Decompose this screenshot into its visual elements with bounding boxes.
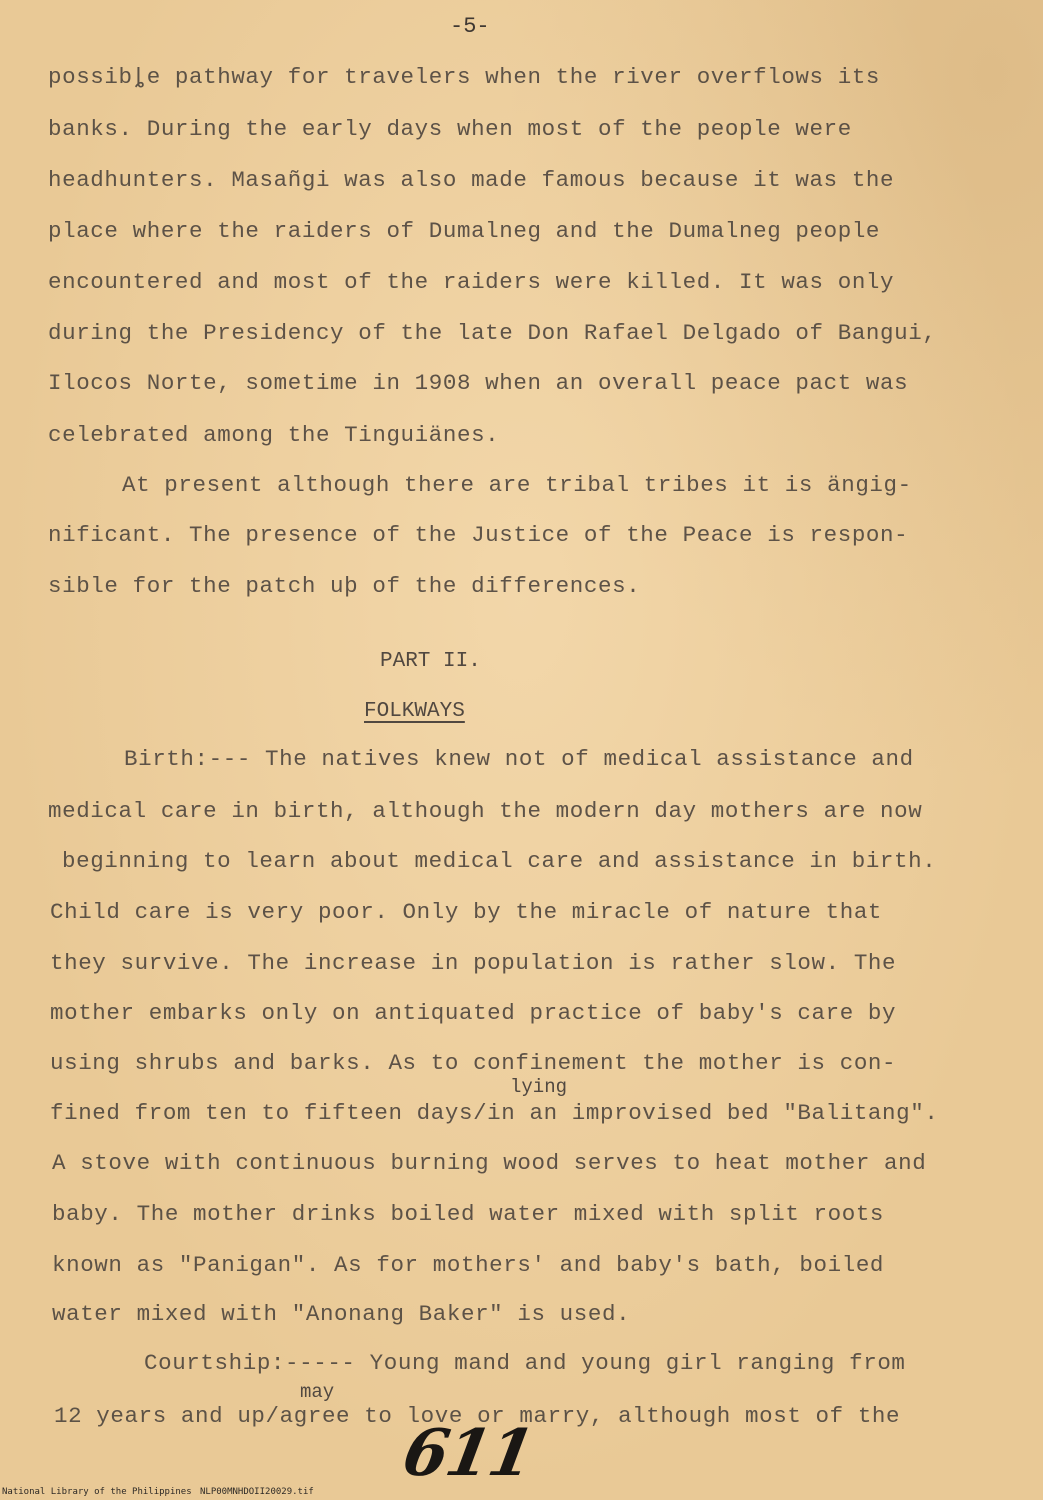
handwritten-page-number: 611 (397, 1416, 539, 1491)
body-line: Ilocos Norte, sometime in 1908 when an overall peace pact was (48, 370, 909, 396)
body-line: A stove with continuous burning wood serves to heat mother and (52, 1150, 927, 1176)
handwritten-insert: lying (510, 1076, 568, 1098)
body-line: place where the raiders of Dumalneg and the Dumalneg people (48, 218, 881, 244)
body-line: water mixed with "Anonang Baker" is used. (52, 1301, 631, 1327)
body-line: sible for the patch uþ of the differences. (48, 573, 641, 599)
part-heading: PART II. (380, 650, 481, 673)
body-line: known as "Panigan". As for mothers' and baby's bath, boiled (52, 1252, 885, 1278)
footer-library: National Library of the Philippines (2, 1487, 192, 1497)
body-line: possibȴe pathway for travelers when the river overflows its (48, 64, 881, 90)
body-line: using shrubs and barks. As to confinement the mother is con- (50, 1050, 897, 1076)
body-line: 12 years and up/agree to love or marry, although most of the (54, 1403, 901, 1429)
page-number: -5- (450, 14, 490, 39)
body-line: Courtship:----- Young mand and young girl ranging from (144, 1350, 906, 1376)
body-line: during the Presidency of the late Don Rafael Delgado of Bangui, (48, 320, 937, 346)
body-line: banks. During the early days when most of the people were (48, 116, 852, 142)
body-line: beginning to learn about medical care and assistance in birth. (62, 848, 937, 874)
body-line: encountered and most of the raiders were killed. It was only (48, 269, 895, 295)
body-line: fined from ten to fifteen days/in an improvised bed "Balitang". (50, 1100, 939, 1126)
body-line: Child care is very poor. Only by the miracle of nature that (50, 899, 883, 925)
section-heading: FOLKWAYS (364, 700, 465, 723)
footer-filename: NLP00MNHDOII20029.tif (200, 1487, 314, 1497)
handwritten-insert: may (300, 1381, 335, 1403)
body-line: Birth:--- The natives knew not of medical assistance and (124, 746, 914, 772)
body-line: baby. The mother drinks boiled water mixed with split roots (52, 1201, 885, 1227)
body-line: celebrated among the Tinguiänes. (48, 422, 500, 448)
body-line: At present although there are tribal tribes it is ängig- (122, 472, 912, 498)
body-line: they survive. The increase in population is rather slow. The (50, 950, 897, 976)
body-line: headhunters. Masañgi was also made famous because it was the (48, 167, 895, 193)
body-line: mother embarks only on antiquated practice of baby's care by (50, 1000, 897, 1026)
body-line: medical care in birth, although the modern day mothers are now (48, 798, 923, 824)
body-line: nificant. The presence of the Justice of the Peace is respon- (48, 522, 909, 548)
